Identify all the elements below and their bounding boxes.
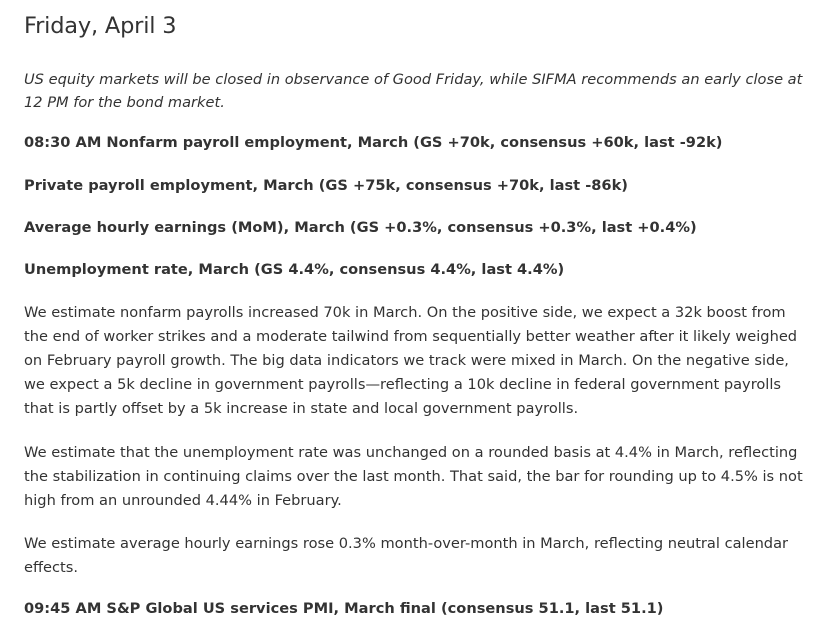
paragraph-payrolls-estimate: We estimate nonfarm payrolls increased 70k in March. On the positive side, we expect a 32k boost from the end of worker strikes and a moderate tailwind from sequentially better weather after it likely weighed on February payroll growth. The big data indicators we track were mixed in March. On the negative side, we expect a 5k decline in government payrolls—reflecting a 10k decline in federal government payrolls that is partly offset by a 5k increase in state and local government payrolls.	[24, 304, 798, 417]
event-average-hourly-earnings: Average hourly earnings (MoM), March (GS +0.3%, consensus +0.3%, last +0.4%)	[24, 219, 697, 236]
event-nonfarm-payrolls: 08:30 AM Nonfarm payroll employment, March (GS +70k, consensus +60k, last -92k)	[24, 134, 723, 151]
event-unemployment-rate: Unemployment rate, March (GS 4.4%, consensus 4.4%, last 4.4%)	[24, 261, 565, 278]
day-heading: Friday, April 3	[24, 13, 177, 39]
paragraph-unemployment-estimate: We estimate that the unemployment rate was unchanged on a rounded basis at 4.4% in March, reflecting the stabilization in continuing claims over the last month. That said, the bar for rounding up to 4.5% is not high from an unrounded 4.44% in February.	[24, 444, 803, 509]
paragraph-earnings-estimate: We estimate average hourly earnings rose 0.3% month-over-month in March, reflecting neutral calendar effects.	[24, 535, 789, 576]
event-services-pmi: 09:45 AM S&P Global US services PMI, March final (consensus 51.1, last 51.1)	[24, 600, 664, 617]
event-private-payrolls: Private payroll employment, March (GS +75k, consensus +70k, last -86k)	[24, 177, 628, 194]
market-closure-note: US equity markets will be closed in observance of Good Friday, while SIFMA recommends an early close at 12 PM for the bond market.	[24, 71, 803, 111]
